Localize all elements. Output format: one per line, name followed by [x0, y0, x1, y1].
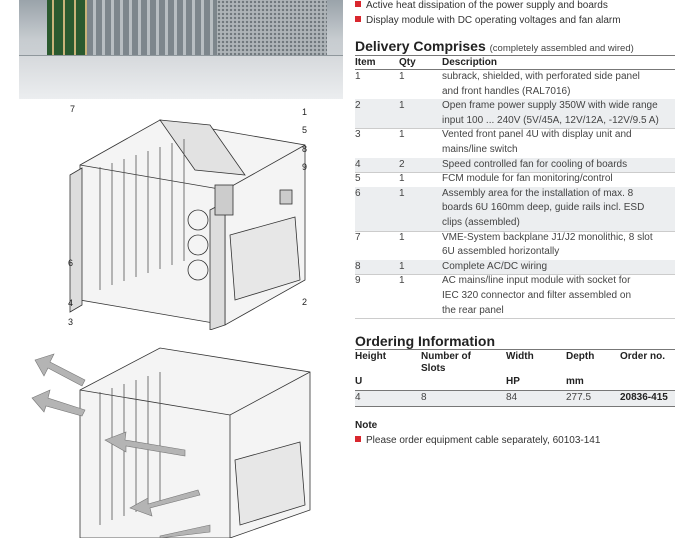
delivery-item-qty: 1: [399, 187, 405, 199]
delivery-item-qty: 1: [399, 231, 405, 243]
delivery-item-description: AC mains/line input module with socket for IEC 320 connector and filter assembled on the rear panel: [442, 275, 631, 316]
note-bullet: Please order equipment cable separately, 60103-141: [355, 435, 600, 447]
airflow-diagram: [30, 340, 330, 538]
delivery-item-qty: 1: [399, 275, 405, 287]
photo-boards: [47, 0, 87, 55]
delivery-item-qty: 1: [399, 260, 405, 272]
delivery-title: Delivery Comprises (completely assembled and wired): [355, 38, 634, 54]
bullet-square-icon: [355, 436, 361, 442]
callout-9: 9: [302, 162, 308, 172]
ordering-slots: 8: [421, 392, 427, 403]
delivery-header-item: Item: [355, 57, 376, 68]
delivery-item-description: VME-System backplane J1/J2 monolithic, 8 slot 6U assembled horizontally: [442, 231, 653, 258]
callout-1: 1: [302, 107, 308, 117]
product-photo: [19, 0, 343, 99]
feature-bullet-2: Display module with DC operating voltages and fan alarm: [355, 15, 621, 27]
delivery-item-description: Assembly area for the installation of max. 8 boards 6U 160mm deep, guide rails incl. ESD clips (assembled): [442, 187, 645, 228]
delivery-item-number: 9: [355, 275, 361, 287]
delivery-item-qty: 2: [399, 158, 405, 170]
delivery-item-qty: 1: [399, 173, 405, 185]
ordering-order-number: 20836-415: [620, 392, 668, 403]
callout-6: 6: [68, 258, 74, 268]
delivery-item-qty: 1: [399, 71, 405, 82]
photo-front-panel: [19, 55, 343, 99]
ordering-header-orderno: Order no.: [620, 351, 666, 362]
delivery-item-number: 5: [355, 173, 361, 185]
callout-4: 4: [68, 298, 74, 308]
callout-3: 3: [68, 317, 74, 327]
delivery-item-number: 6: [355, 187, 361, 199]
delivery-item-description: Vented front panel 4U with display unit and mains/line switch: [442, 129, 632, 155]
delivery-header-qty: Qty: [399, 57, 416, 68]
ordering-header-depth: Depth: [566, 351, 595, 362]
assembly-diagram: [40, 105, 325, 330]
callout-7: 7: [70, 104, 76, 114]
delivery-item-description: subrack, shielded, with perforated side panel and front handles (RAL7016): [442, 71, 640, 97]
delivery-header-description: Description: [442, 57, 498, 68]
ordering-width: 84: [506, 392, 518, 403]
callout-8: 8: [302, 144, 308, 154]
delivery-item-number: 8: [355, 260, 361, 272]
feature-bullet-1: Active heat dissipation of the power supply and boards: [355, 0, 608, 12]
delivery-item-number: 4: [355, 158, 361, 170]
delivery-item-description: Open frame power supply 350W with wide range input 100 ... 240V (5V/45A, 12V/12A, -12V/9.5 A): [442, 100, 659, 126]
ordering-depth: 277.5: [566, 392, 592, 403]
ordering-header-height: Height: [355, 351, 387, 362]
ordering-header-width: Width: [506, 351, 534, 362]
delivery-item-description: Speed controlled fan for cooling of boards: [442, 158, 628, 170]
delivery-item-description: FCM module for fan monitoring/control: [442, 173, 613, 185]
delivery-item-qty: 1: [399, 100, 405, 112]
ordering-header-slots: Number of Slots: [421, 351, 471, 374]
photo-rack: [87, 0, 217, 55]
ordering-unit-height: U: [355, 376, 363, 387]
delivery-item-description: Complete AC/DC wiring: [442, 260, 548, 272]
ordering-title: Ordering Information: [355, 333, 495, 349]
callout-2: 2: [302, 297, 308, 307]
note-title: Note: [355, 420, 378, 431]
ordering-unit-depth: mm: [566, 376, 584, 387]
delivery-item-number: 3: [355, 129, 361, 141]
bullet-square-icon: [355, 16, 361, 22]
delivery-item-number: 7: [355, 231, 361, 243]
ordering-height: 4: [355, 392, 361, 403]
delivery-item-number: 1: [355, 71, 361, 82]
delivery-item-number: 2: [355, 100, 361, 112]
delivery-item-qty: 1: [399, 129, 405, 141]
ordering-unit-width: HP: [506, 376, 520, 387]
callout-5: 5: [302, 125, 308, 135]
bullet-square-icon: [355, 1, 361, 7]
